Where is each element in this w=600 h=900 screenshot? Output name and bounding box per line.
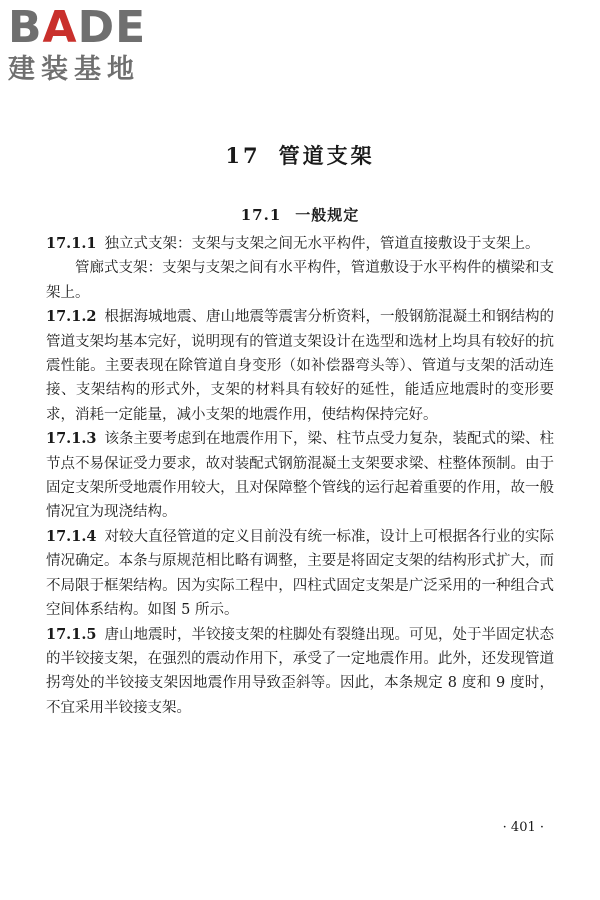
clause-text: 唐山地震时，半铰接支架的柱脚处有裂缝出现。可见，处于半固定状态的半铰接支架，在强烈的震动作用下，承受了一定地震作用。此外，还发现管道拐弯处的半铰接支架因地震作用导致歪斜等。因此，本条规定 8 度和 9 度时，不宜采用半铰接支架。 xyxy=(46,626,554,716)
clause xyxy=(46,623,554,721)
logo xyxy=(8,4,178,86)
section-title: 一般规定 xyxy=(295,206,360,224)
clause-number: 17.1.1 xyxy=(46,235,97,252)
clause xyxy=(46,427,554,525)
page-number: · 401 · xyxy=(502,820,544,835)
logo-letters: DE xyxy=(77,2,147,53)
body-text xyxy=(46,232,554,720)
clause-text: 管廊式支架：支架与支架之间有水平构件，管道敷设于水平构件的横梁和支架上。 xyxy=(46,260,554,301)
chapter-number: 17 xyxy=(225,143,261,168)
clause-number: 17.1.4 xyxy=(46,527,97,545)
clause-number: 17.1.2 xyxy=(46,308,97,326)
clause xyxy=(46,232,554,256)
clause-text: 根据海城地震、唐山地震等震害分析资料，一般钢筋混凝土和钢结构的管道支架均基本完好，说明现有的管道支架设计在选型和选材上均具有较好的抗震性能。主要表现在除管道自身变形（如补偿器弯头等）、管道与支架的活动连接、支架结构的形式外，支架的材料具有较好的延性，能适应地震时的变形要求，消耗一定能量，减小支架的地震作用，使结构保持完好。 xyxy=(46,309,554,423)
logo-wordmark xyxy=(8,4,178,52)
clause-text: 独立式支架：支架与支架之间无水平构件，管道直接敷设于支架上。 xyxy=(104,236,540,252)
chapter-title: 管道支架 xyxy=(278,143,375,168)
clause-text: 该条主要考虑到在地震作用下，梁、柱节点受力复杂，装配式的梁、柱节点不易保证受力要求，故对装配式钢筋混凝土支架要求梁、柱整体预制。由于固定支架所受地震作用较大，且对保障整个管线的运行起着重要的作用，故一般情况宜为现浇结构。 xyxy=(46,431,554,521)
logo-letter-accent: A xyxy=(42,2,78,53)
clause xyxy=(46,256,554,305)
clause xyxy=(46,305,554,427)
clause-text: 对较大直径管道的定义目前没有统一标准，设计上可根据各行业的实际情况确定。本条与原规范相比略有调整，主要是将固定支架的结构形式扩大，而不局限于框架结构。因为实际工程中，四柱式固定支架是广泛采用的一种组合式空间体系结构。如图 5 所示。 xyxy=(46,528,554,619)
clause-number: 17.1.5 xyxy=(46,625,97,643)
section-heading xyxy=(0,204,600,225)
section-number: 17.1 xyxy=(240,206,282,224)
logo-letter: B xyxy=(8,2,43,53)
logo-subtitle: 建装基地 xyxy=(8,54,140,85)
clause-number: 17.1.3 xyxy=(46,430,97,448)
clause xyxy=(46,525,554,623)
chapter-heading xyxy=(0,140,600,170)
